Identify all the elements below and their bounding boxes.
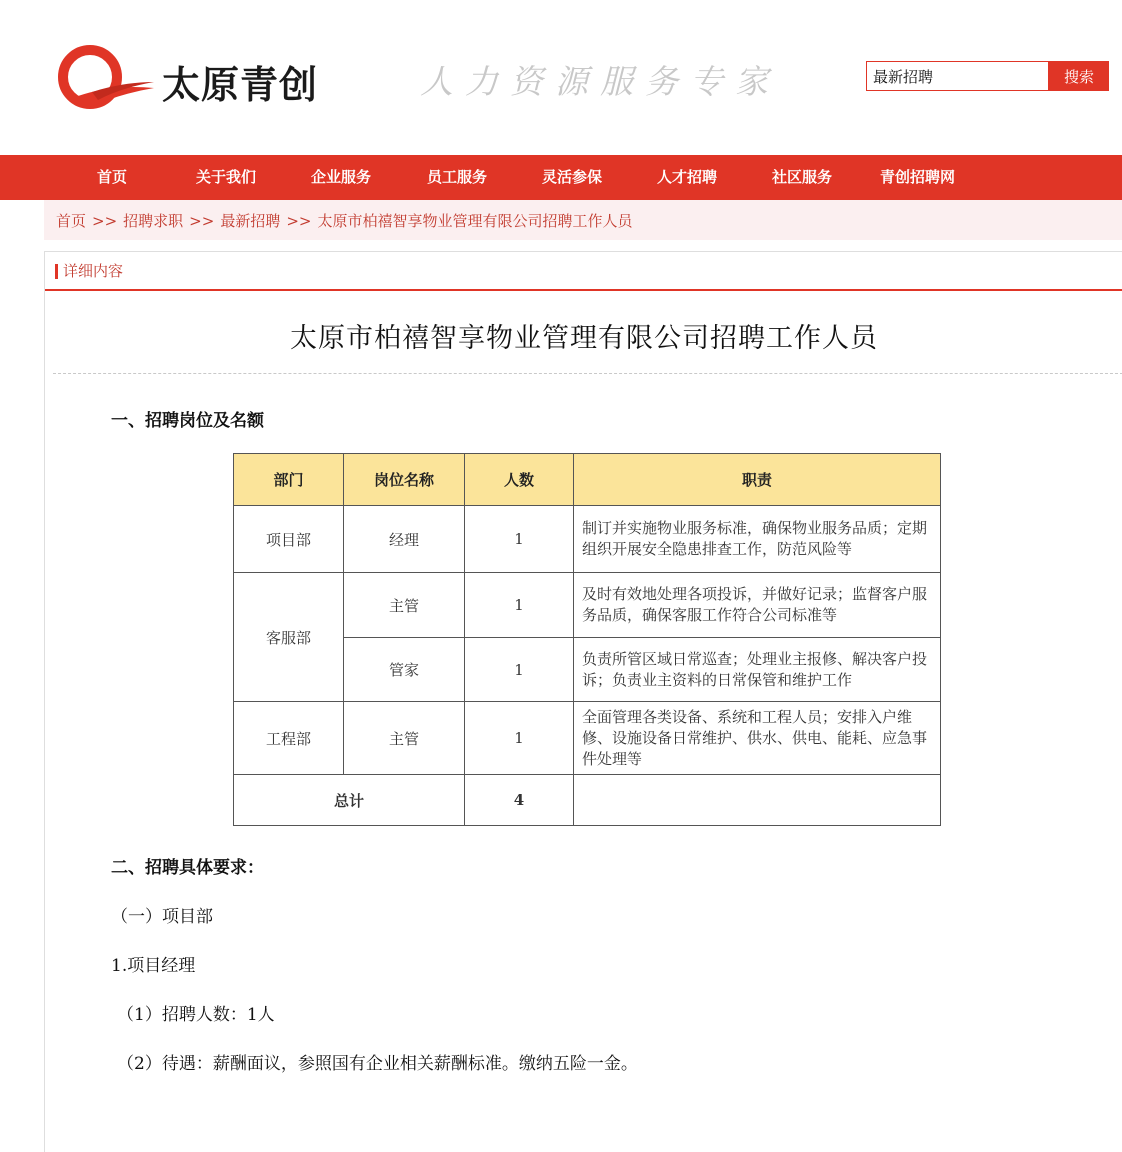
positions-table bbox=[233, 453, 941, 826]
count-cell: 1 bbox=[465, 573, 574, 638]
slogan: 人力资源服务专家 bbox=[420, 62, 780, 101]
table-row bbox=[234, 573, 941, 638]
main-nav bbox=[0, 155, 1122, 200]
table-header-cell: 人数 bbox=[465, 454, 574, 506]
nav-item-enterprise-service[interactable]: 企业服务 bbox=[311, 168, 372, 186]
site-header bbox=[0, 0, 1122, 155]
table-header-cell: 部门 bbox=[234, 454, 344, 506]
table-header-cell: 职责 bbox=[574, 454, 941, 506]
breadcrumb-separator: >> bbox=[189, 212, 215, 230]
breadcrumb-current: 太原市柏禧智享物业管理有限公司招聘工作人员 bbox=[317, 212, 633, 230]
subsection-heading: （一）项目部 bbox=[111, 907, 213, 927]
search-box bbox=[866, 61, 1109, 91]
breadcrumb-jobs[interactable]: 招聘求职 bbox=[123, 212, 184, 230]
article-title: 太原市柏禧智享物业管理有限公司招聘工作人员 bbox=[290, 323, 878, 354]
nav-item-community[interactable]: 社区服务 bbox=[772, 168, 833, 186]
breadcrumb-separator: >> bbox=[92, 212, 118, 230]
duty-cell: 全面管理各类设备、系统和工程人员；安排入户维修、设施设备日常维护、供水、供电、能耗、应急事件处理等 bbox=[574, 702, 941, 775]
table-row bbox=[234, 702, 941, 775]
total-value-cell: 4 bbox=[465, 775, 574, 826]
duty-cell: 制订并实施物业服务标准，确保物业服务品质；定期组织开展安全隐患排查工作，防范风险等 bbox=[574, 506, 941, 573]
table-row bbox=[234, 506, 941, 573]
nav-item-home[interactable]: 首页 bbox=[97, 168, 128, 186]
section-heading: 一、招聘岗位及名额 bbox=[111, 411, 264, 431]
item-heading: 1.项目经理 bbox=[111, 956, 196, 976]
content-panel bbox=[44, 251, 1122, 1152]
breadcrumb-separator: >> bbox=[286, 212, 312, 230]
title-divider bbox=[53, 373, 1122, 374]
paragraph: （2）待遇：薪酬面议，参照国有企业相关薪酬标准。缴纳五险一金。 bbox=[117, 1054, 638, 1074]
site-logo[interactable] bbox=[58, 44, 328, 114]
post-cell: 主管 bbox=[344, 573, 465, 638]
breadcrumb-latest[interactable]: 最新招聘 bbox=[220, 212, 281, 230]
table-header-row bbox=[234, 454, 941, 506]
panel-header-marker bbox=[55, 264, 58, 279]
search-button[interactable]: 搜索 bbox=[1049, 61, 1109, 91]
total-empty-cell bbox=[574, 775, 941, 826]
dept-cell: 工程部 bbox=[234, 702, 344, 775]
search-input[interactable] bbox=[866, 61, 1049, 91]
dept-cell: 客服部 bbox=[234, 573, 344, 702]
table-header-cell: 岗位名称 bbox=[344, 454, 465, 506]
nav-item-employee-service[interactable]: 员工服务 bbox=[427, 168, 488, 186]
count-cell: 1 bbox=[465, 638, 574, 702]
breadcrumb bbox=[44, 200, 1122, 240]
paragraph: （1）招聘人数：1人 bbox=[117, 1005, 275, 1025]
nav-item-flexible-insurance[interactable]: 灵活参保 bbox=[542, 168, 603, 186]
section-heading: 二、招聘具体要求： bbox=[111, 858, 264, 878]
duty-cell: 及时有效地处理各项投诉，并做好记录；监督客户服务品质，确保客服工作符合公司标准等 bbox=[574, 573, 941, 638]
nav-item-qingchuang-jobs[interactable]: 青创招聘网 bbox=[880, 168, 956, 186]
duty-cell: 负责所管区域日常巡查；处理业主报修、解决客户投诉；负责业主资料的日常保管和维护工作 bbox=[574, 638, 941, 702]
logo-mark-icon bbox=[58, 44, 158, 114]
nav-item-recruitment[interactable]: 人才招聘 bbox=[657, 168, 718, 186]
dept-cell: 项目部 bbox=[234, 506, 344, 573]
breadcrumb-home[interactable]: 首页 bbox=[56, 212, 87, 230]
count-cell: 1 bbox=[465, 506, 574, 573]
panel-header bbox=[45, 252, 1122, 291]
nav-item-about[interactable]: 关于我们 bbox=[196, 168, 257, 186]
count-cell: 1 bbox=[465, 702, 574, 775]
post-cell: 主管 bbox=[344, 702, 465, 775]
logo-text: 太原青创 bbox=[162, 63, 319, 107]
table-total-row bbox=[234, 775, 941, 826]
post-cell: 管家 bbox=[344, 638, 465, 702]
post-cell: 经理 bbox=[344, 506, 465, 573]
total-label-cell: 总计 bbox=[234, 775, 465, 826]
panel-header-label: 详细内容 bbox=[63, 262, 124, 280]
